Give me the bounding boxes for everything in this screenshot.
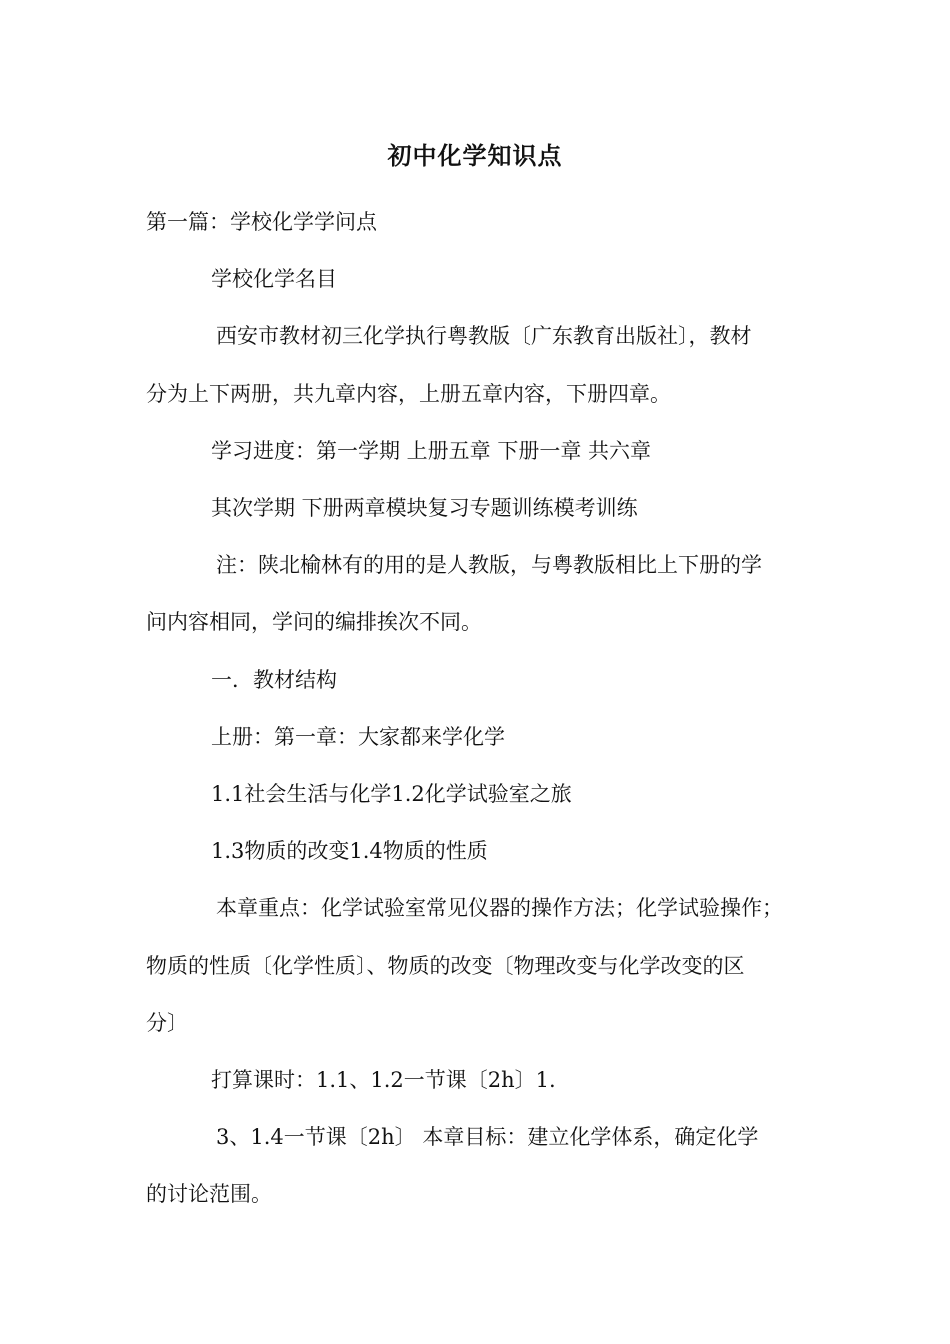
paragraph-line: 的讨论范围。 [146, 1182, 272, 1206]
document-title: 初中化学知识点 [387, 142, 563, 170]
paragraph-line: 注：陕北榆林有的用的是人教版，与粤教版相比上下册的学 [216, 553, 762, 577]
paragraph-line: 3、1.4一节课〔2h〕 本章目标：建立化学体系，确定化学 [216, 1125, 759, 1149]
section-heading: 第一篇：学校化学学问点 [146, 210, 377, 234]
section-heading: 一．教材结构 [211, 668, 337, 692]
paragraph-line: 学校化学名目 [211, 267, 337, 291]
paragraph-line: 本章重点：化学试验室常见仪器的操作方法；化学试验操作； [216, 896, 783, 920]
paragraph-line: 其次学期 下册两章模块复习专题训练模考训练 [211, 496, 638, 520]
paragraph-line: 问内容相同，学问的编排挨次不同。 [146, 610, 482, 634]
paragraph-line: 1.1社会生活与化学1.2化学试验室之旅 [211, 782, 572, 806]
paragraph-line: 学习进度：第一学期 上册五章 下册一章 共六章 [211, 439, 652, 463]
paragraph-line: 西安市教材初三化学执行粤教版〔广东教育出版社〕，教材 [216, 324, 752, 348]
paragraph-line: 分〕 [146, 1011, 188, 1035]
paragraph-line: 打算课时：1.1、1.2一节课〔2h〕1. [211, 1068, 556, 1092]
paragraph-line: 上册：第一章：大家都来学化学 [211, 725, 505, 749]
paragraph-line: 分为上下两册，共九章内容，上册五章内容，下册四章。 [146, 382, 671, 406]
paragraph-line: 1.3物质的改变1.4物质的性质 [211, 839, 488, 863]
paragraph-line: 物质的性质〔化学性质〕、物质的改变〔物理改变与化学改变的区 [146, 954, 745, 978]
